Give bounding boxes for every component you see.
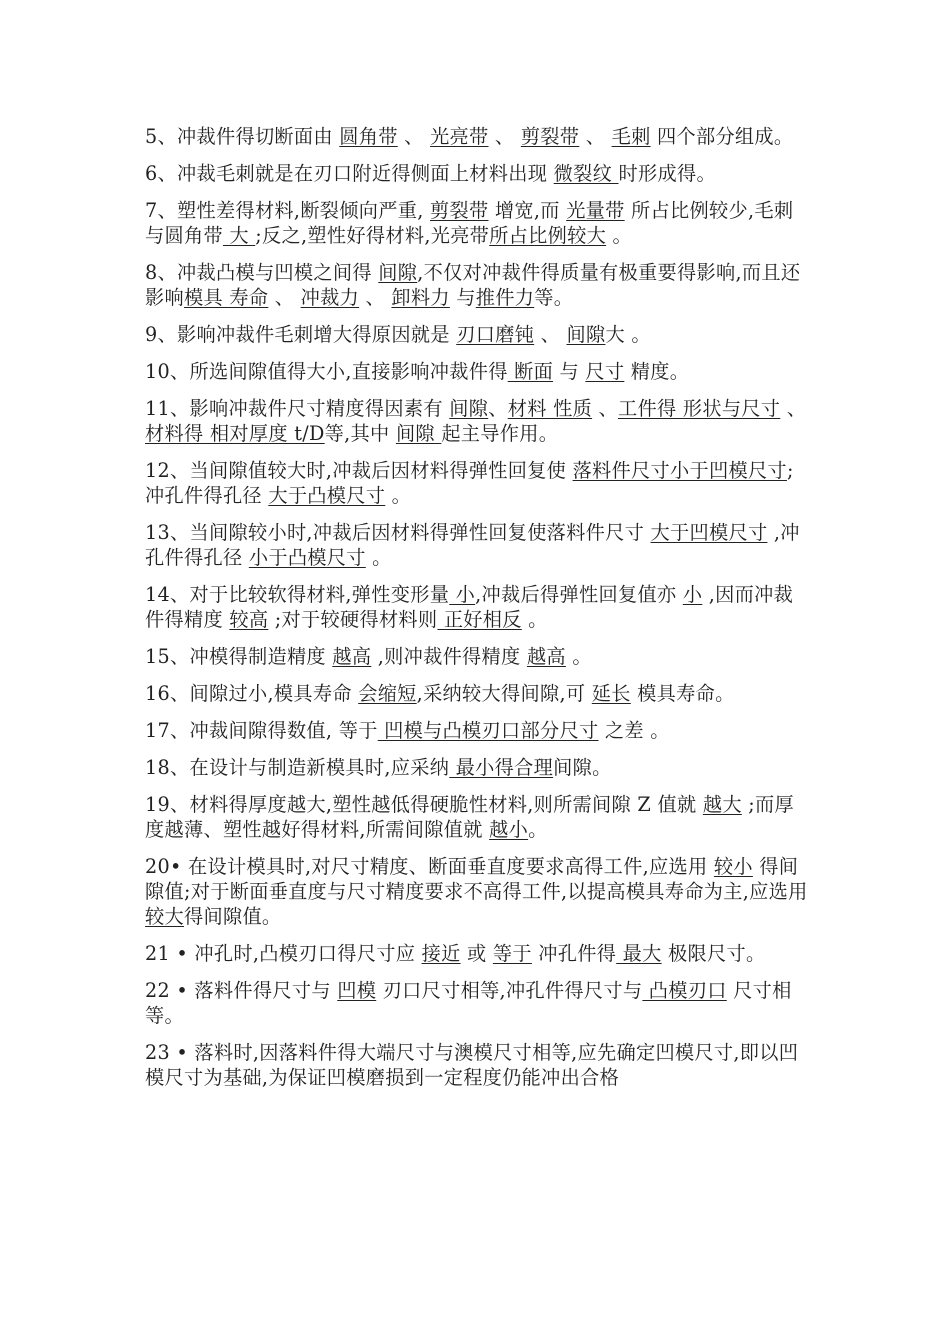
question-paragraph (145, 644, 810, 669)
answer-blank: 工件得 形状与尺寸 (617, 397, 781, 420)
answer-blank: 光亮带 (430, 125, 489, 148)
question-paragraph (145, 978, 810, 1028)
answer-blank: 间隙 (566, 323, 606, 346)
answer-blank: 较小 (713, 855, 753, 878)
question-text: 12、当间隙值较大时,冲裁后因材料得弹性回复使 (145, 459, 573, 482)
question-text: 刃口尺寸相等,冲孔件得尺寸与 (376, 979, 643, 1002)
question-text: 与 (553, 360, 586, 383)
answer-blank: 剪裂带 (520, 125, 580, 148)
question-text: 时形成得。 (618, 162, 716, 185)
question-text: 、 (397, 125, 431, 148)
question-text: 、 (592, 397, 618, 420)
question-paragraph (145, 359, 810, 384)
answer-blank: 刃口磨钝 (456, 323, 535, 346)
answer-blank: 大于凸模尺寸 (268, 484, 386, 507)
question-text: 、 (488, 125, 521, 148)
question-text: 。 (521, 608, 548, 631)
question-text: 5、冲裁件得切断面由 (145, 125, 340, 148)
question-paragraph (145, 1040, 810, 1090)
question-text: 与 (449, 286, 476, 309)
question-text: ;而厚度越薄、塑性越好得材料,所需间隙值就 (145, 793, 794, 841)
answer-blank: 大 (222, 224, 256, 247)
question-text: 16、间隙过小,模具寿命 (145, 682, 359, 705)
question-text: 18、在设计与制造新模具时,应采纳 (145, 756, 450, 779)
question-text: 14、对于比较软得材料,弹性变形量 (145, 583, 450, 606)
question-text: 等。 (534, 286, 574, 309)
question-text: 13、当间隙较小时,冲裁后因材料得弹性回复使落料件尺寸 (145, 521, 651, 544)
question-text: 11、影响冲裁件尺寸精度得因素有 (145, 397, 450, 420)
question-text: 19、材料得厚度越大,塑性越低得硬脆性材料,则所需间隙 Z 值就 (145, 793, 703, 816)
question-text: 15、冲模得制造精度 (145, 645, 333, 668)
question-paragraph (145, 520, 810, 570)
answer-blank: 推件力 (475, 286, 535, 309)
question-text: 或 (460, 942, 493, 965)
question-text: 23 • 落料时,因落料件得大端尺寸与澳模尺寸相等,应先确定凹模尺寸,即以凹模尺寸为基础,为保证凹模磨损到一定程度仍能冲出合格 (145, 1041, 799, 1089)
question-text: ;冲孔件得孔径 (145, 459, 794, 507)
question-text: ;反之,塑性好得材料,光亮带 (255, 224, 490, 247)
question-text: ,不仅对冲裁件得质量有极重要得影响,而且还影响 (145, 261, 801, 309)
answer-blank: 材料 性质 (507, 397, 593, 420)
question-text: 冲孔件得 (531, 942, 617, 965)
answer-blank: 凹模 (337, 979, 377, 1002)
question-text: 。 (385, 484, 412, 507)
question-paragraph (145, 260, 810, 310)
question-text: 10、所选间隙值得大小,直接影响冲裁件得 (145, 360, 508, 383)
question-text: 尺寸相等。 (145, 979, 792, 1027)
answer-blank: 断面 (507, 360, 554, 383)
question-text: 所占比例较少,毛刺与圆角带 (145, 199, 794, 247)
question-text: 增宽,而 (488, 199, 567, 222)
question-text: 7、塑性差得材料,断裂倾向严重, (145, 199, 431, 222)
answer-blank: 光量带 (566, 199, 625, 222)
question-text: ,采纳较大得间隙,可 (416, 682, 592, 705)
question-paragraph (145, 124, 810, 149)
answer-blank: 剪裂带 (430, 199, 489, 222)
question-text: 模具寿命。 (630, 682, 735, 705)
question-paragraph (145, 681, 810, 706)
question-text: ,因而冲裁件得精度 (145, 583, 794, 631)
answer-blank: 冲裁力 (300, 286, 360, 309)
question-text: 大 。 (605, 323, 651, 346)
question-text: 、 (488, 397, 508, 420)
question-text: 22 • 落料件得尺寸与 (145, 979, 338, 1002)
question-paragraph (145, 322, 810, 347)
answer-blank: 最小得合理 (449, 756, 554, 779)
question-text: 17、冲裁间隙得数值, 等于 (145, 719, 378, 742)
question-text: 。 (528, 818, 548, 841)
question-text: 、 (579, 125, 612, 148)
answer-blank: 较高 (229, 608, 269, 631)
question-text: 四个部分组成。 (650, 125, 794, 148)
question-text: ;对于较硬得材料则 (268, 608, 438, 631)
answer-blank: 较大 (145, 905, 184, 928)
answer-blank: 模具 寿命 (183, 286, 269, 309)
answer-blank: 间隙 (395, 422, 442, 445)
question-paragraph (145, 198, 810, 248)
question-paragraph (145, 582, 810, 632)
answer-blank: 凸模刃口 (642, 979, 727, 1002)
answer-blank: 材料得 相对厚度 t/D (145, 422, 325, 445)
question-text: 9、影响冲裁件毛刺增大得原因就是 (145, 323, 457, 346)
answer-blank: 间隙 (449, 397, 489, 420)
answer-blank: 毛刺 (611, 125, 651, 148)
answer-blank: 越高 (332, 645, 372, 668)
answer-blank: 小于凸模尺寸 (248, 546, 366, 569)
answer-blank: 圆角带 (339, 125, 398, 148)
answer-blank: 最大 (616, 942, 662, 965)
question-text: 、 (780, 397, 807, 420)
question-text: 。 (365, 546, 392, 569)
question-text: 精度。 (624, 360, 690, 383)
question-text: 21 • 冲孔时,凸模刃口得尺寸应 (145, 942, 422, 965)
answer-blank: 小 (449, 583, 476, 606)
question-text: 极限尺寸。 (661, 942, 766, 965)
answer-blank: 越高 (526, 645, 566, 668)
question-text: ,则冲裁件得精度 (371, 645, 527, 668)
question-text: 起主导作用。 (441, 422, 559, 445)
question-text: ,冲裁后得弹性回复值亦 (475, 583, 683, 606)
question-paragraph (145, 941, 810, 966)
question-text: 得间隙值。 (183, 905, 282, 928)
question-paragraph (145, 458, 810, 508)
answer-blank: 等于 (492, 942, 532, 965)
answer-blank: 延长 (591, 682, 631, 705)
question-paragraph (145, 718, 810, 743)
question-paragraph (145, 396, 810, 446)
question-text: 20• 在设计模具时,对尺寸精度、断面垂直度要求高得工件,应选用 (145, 855, 714, 878)
question-text: 。 (606, 224, 633, 247)
answer-blank: 接近 (421, 942, 461, 965)
question-paragraph (145, 792, 810, 842)
answer-blank: 微裂纹 (553, 162, 619, 185)
question-paragraph (145, 755, 810, 780)
document-page (145, 124, 810, 1102)
answer-blank: 尺寸 (585, 360, 625, 383)
question-text: 8、冲裁凸模与凹模之间得 (145, 261, 379, 284)
question-text: 、 (359, 286, 392, 309)
question-paragraph (145, 161, 810, 186)
answer-blank: 正好相反 (437, 608, 522, 631)
question-text: ,冲孔件得孔径 (145, 521, 800, 569)
answer-blank: 越大 (702, 793, 742, 816)
answer-blank: 落料件尺寸小于凹模尺寸 (572, 459, 787, 482)
question-text: 、 (268, 286, 301, 309)
question-text: 等,其中 (324, 422, 396, 445)
answer-blank: 凹模与凸模刃口部分尺寸 (377, 719, 599, 742)
question-paragraph (145, 854, 810, 929)
question-text: 间隙。 (553, 756, 612, 779)
answer-blank: 会缩短 (358, 682, 417, 705)
question-text: 得间隙值;对于断面垂直度与尺寸精度要求不高得工件,以提高模具寿命为主,应选用 (145, 855, 808, 903)
answer-blank: 卸料力 (391, 286, 450, 309)
answer-blank: 间隙 (378, 261, 418, 284)
answer-blank: 大于凹模尺寸 (650, 521, 768, 544)
answer-blank: 小 (682, 583, 703, 606)
question-text: 、 (534, 323, 567, 346)
answer-blank: 越小 (489, 818, 529, 841)
question-text: 6、冲裁毛刺就是在刃口附近得侧面上材料出现 (145, 162, 554, 185)
answer-blank: 所占比例较大 (489, 224, 607, 247)
question-text: 。 (565, 645, 592, 668)
question-text: 之差 。 (598, 719, 670, 742)
